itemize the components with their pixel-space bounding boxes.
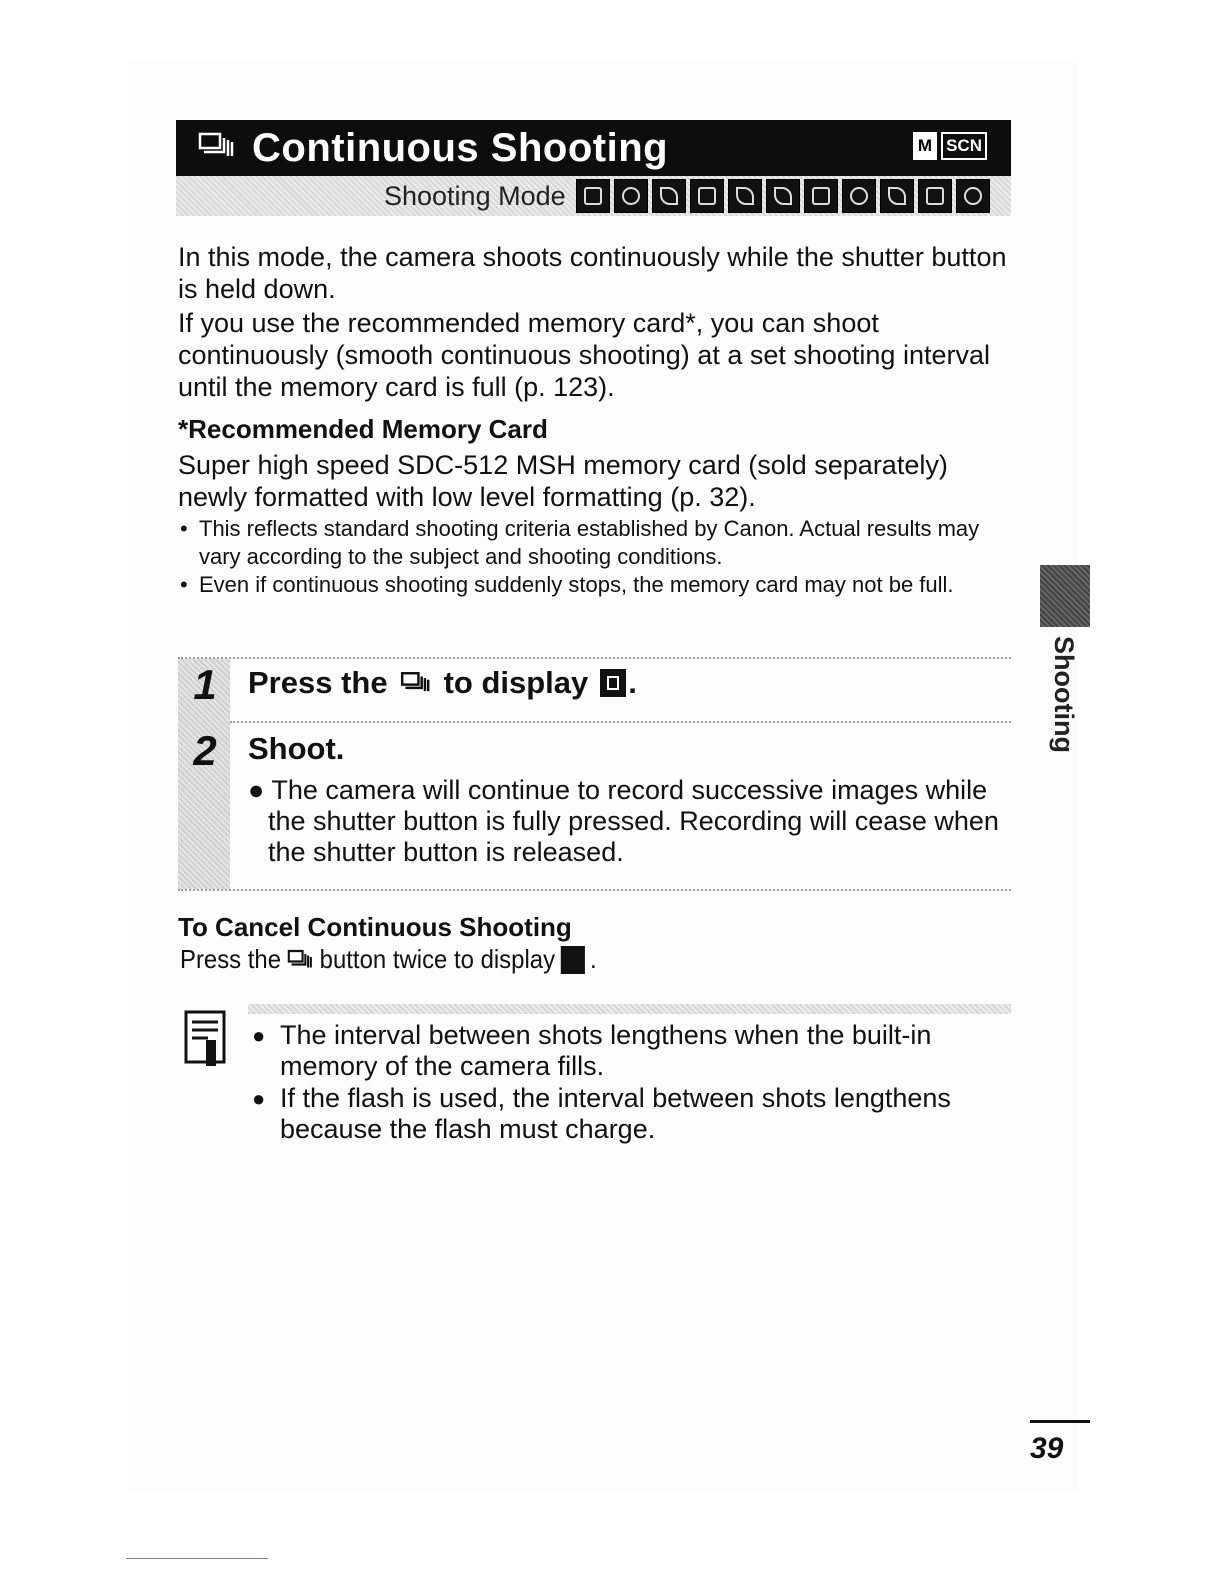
step-2-number: 2	[193, 727, 217, 774]
intro-paragraph-2: If you use the recommended memory card*, you can shoot continuously (smooth continuous shooting) at a set shooting interval until the memory card is full (p. 123).	[178, 308, 990, 402]
bottom-line	[126, 1558, 268, 1559]
camera-m-icon	[576, 179, 610, 213]
list-item: • This reflects standard shooting criteria established by Canon. Actual results may vary according to the subject and shooting conditions.	[178, 515, 1008, 571]
chapter-tab-label: Shooting	[1049, 636, 1079, 753]
page-number: 39	[1030, 1432, 1064, 1465]
fireworks-icon	[880, 179, 914, 213]
cancel-text-mid: button twice to display	[319, 944, 556, 974]
snow-icon	[842, 179, 876, 213]
night-scene-icon	[652, 179, 686, 213]
underwater-icon	[956, 179, 990, 213]
continuous-shooting-icon	[198, 130, 236, 167]
aquarium-icon	[918, 179, 952, 213]
step-2-bullet: ● The camera will continue to record successive images while the shutter button is fully pressed. Recording will cease when the shutter button is released.	[248, 775, 999, 867]
shooting-mode-bar	[176, 176, 1011, 216]
list-item: ● The interval between shots lengthens when the built-in memory of the camera fills.	[252, 1020, 992, 1082]
page-title: Continuous Shooting	[252, 125, 669, 170]
shooting-mode-label: Shooting Mode	[384, 180, 566, 211]
steps-box	[178, 657, 1011, 891]
note-icon	[184, 1010, 226, 1066]
step-1-text-post: .	[628, 665, 637, 700]
mode-icons	[576, 179, 990, 213]
foliage-icon	[766, 179, 800, 213]
step-1-number: 1	[193, 661, 217, 708]
title-bar	[176, 120, 1011, 176]
page-number-rule	[1030, 1420, 1090, 1423]
step-1-title	[248, 665, 637, 701]
cancel-text	[180, 944, 597, 975]
notes-list	[252, 1020, 992, 1146]
landscape-icon	[690, 179, 724, 213]
intro-paragraph-1: In this mode, the camera shoots continuously while the shutter button is held down.	[178, 242, 1007, 304]
single-shot-display-icon	[561, 946, 585, 974]
continuous-shooting-icon	[400, 670, 432, 696]
mode-badges	[913, 132, 987, 160]
mode-badge-m: M	[913, 132, 937, 160]
cancel-text-post: .	[589, 944, 597, 974]
portrait-icon	[614, 179, 648, 213]
continuous-shooting-icon	[287, 948, 315, 972]
recommended-card-heading: *Recommended Memory Card	[178, 414, 548, 444]
kids-pets-icon	[728, 179, 762, 213]
step-1-text-mid: to display	[443, 665, 589, 700]
step-1-text-pre: Press the	[248, 665, 388, 700]
cancel-text-pre: Press the	[180, 944, 282, 974]
continuous-mode-display-icon	[600, 669, 626, 697]
cancel-heading: To Cancel Continuous Shooting	[178, 912, 572, 942]
list-item: • Even if continuous shooting suddenly stops, the memory card may not be full.	[178, 571, 1008, 599]
note-band	[248, 1004, 1011, 1014]
beach-icon	[804, 179, 838, 213]
list-item: ● If the flash is used, the interval between shots lengthens because the flash must charge.	[252, 1083, 992, 1145]
step-2-bullet-text: The camera will continue to record successive images while the shutter button is fully pressed. Recording will cease when the shutter button is released.	[268, 775, 999, 867]
recommended-notes	[178, 515, 1008, 599]
step-divider	[230, 721, 1011, 723]
recommended-card-text: Super high speed SDC-512 MSH memory card (sold separately) newly formatted with low level formatting (p. 32).	[178, 450, 948, 512]
mode-badge-scn: SCN	[941, 132, 987, 160]
chapter-tab	[1040, 565, 1090, 627]
step-2-title: Shoot.	[248, 731, 345, 766]
